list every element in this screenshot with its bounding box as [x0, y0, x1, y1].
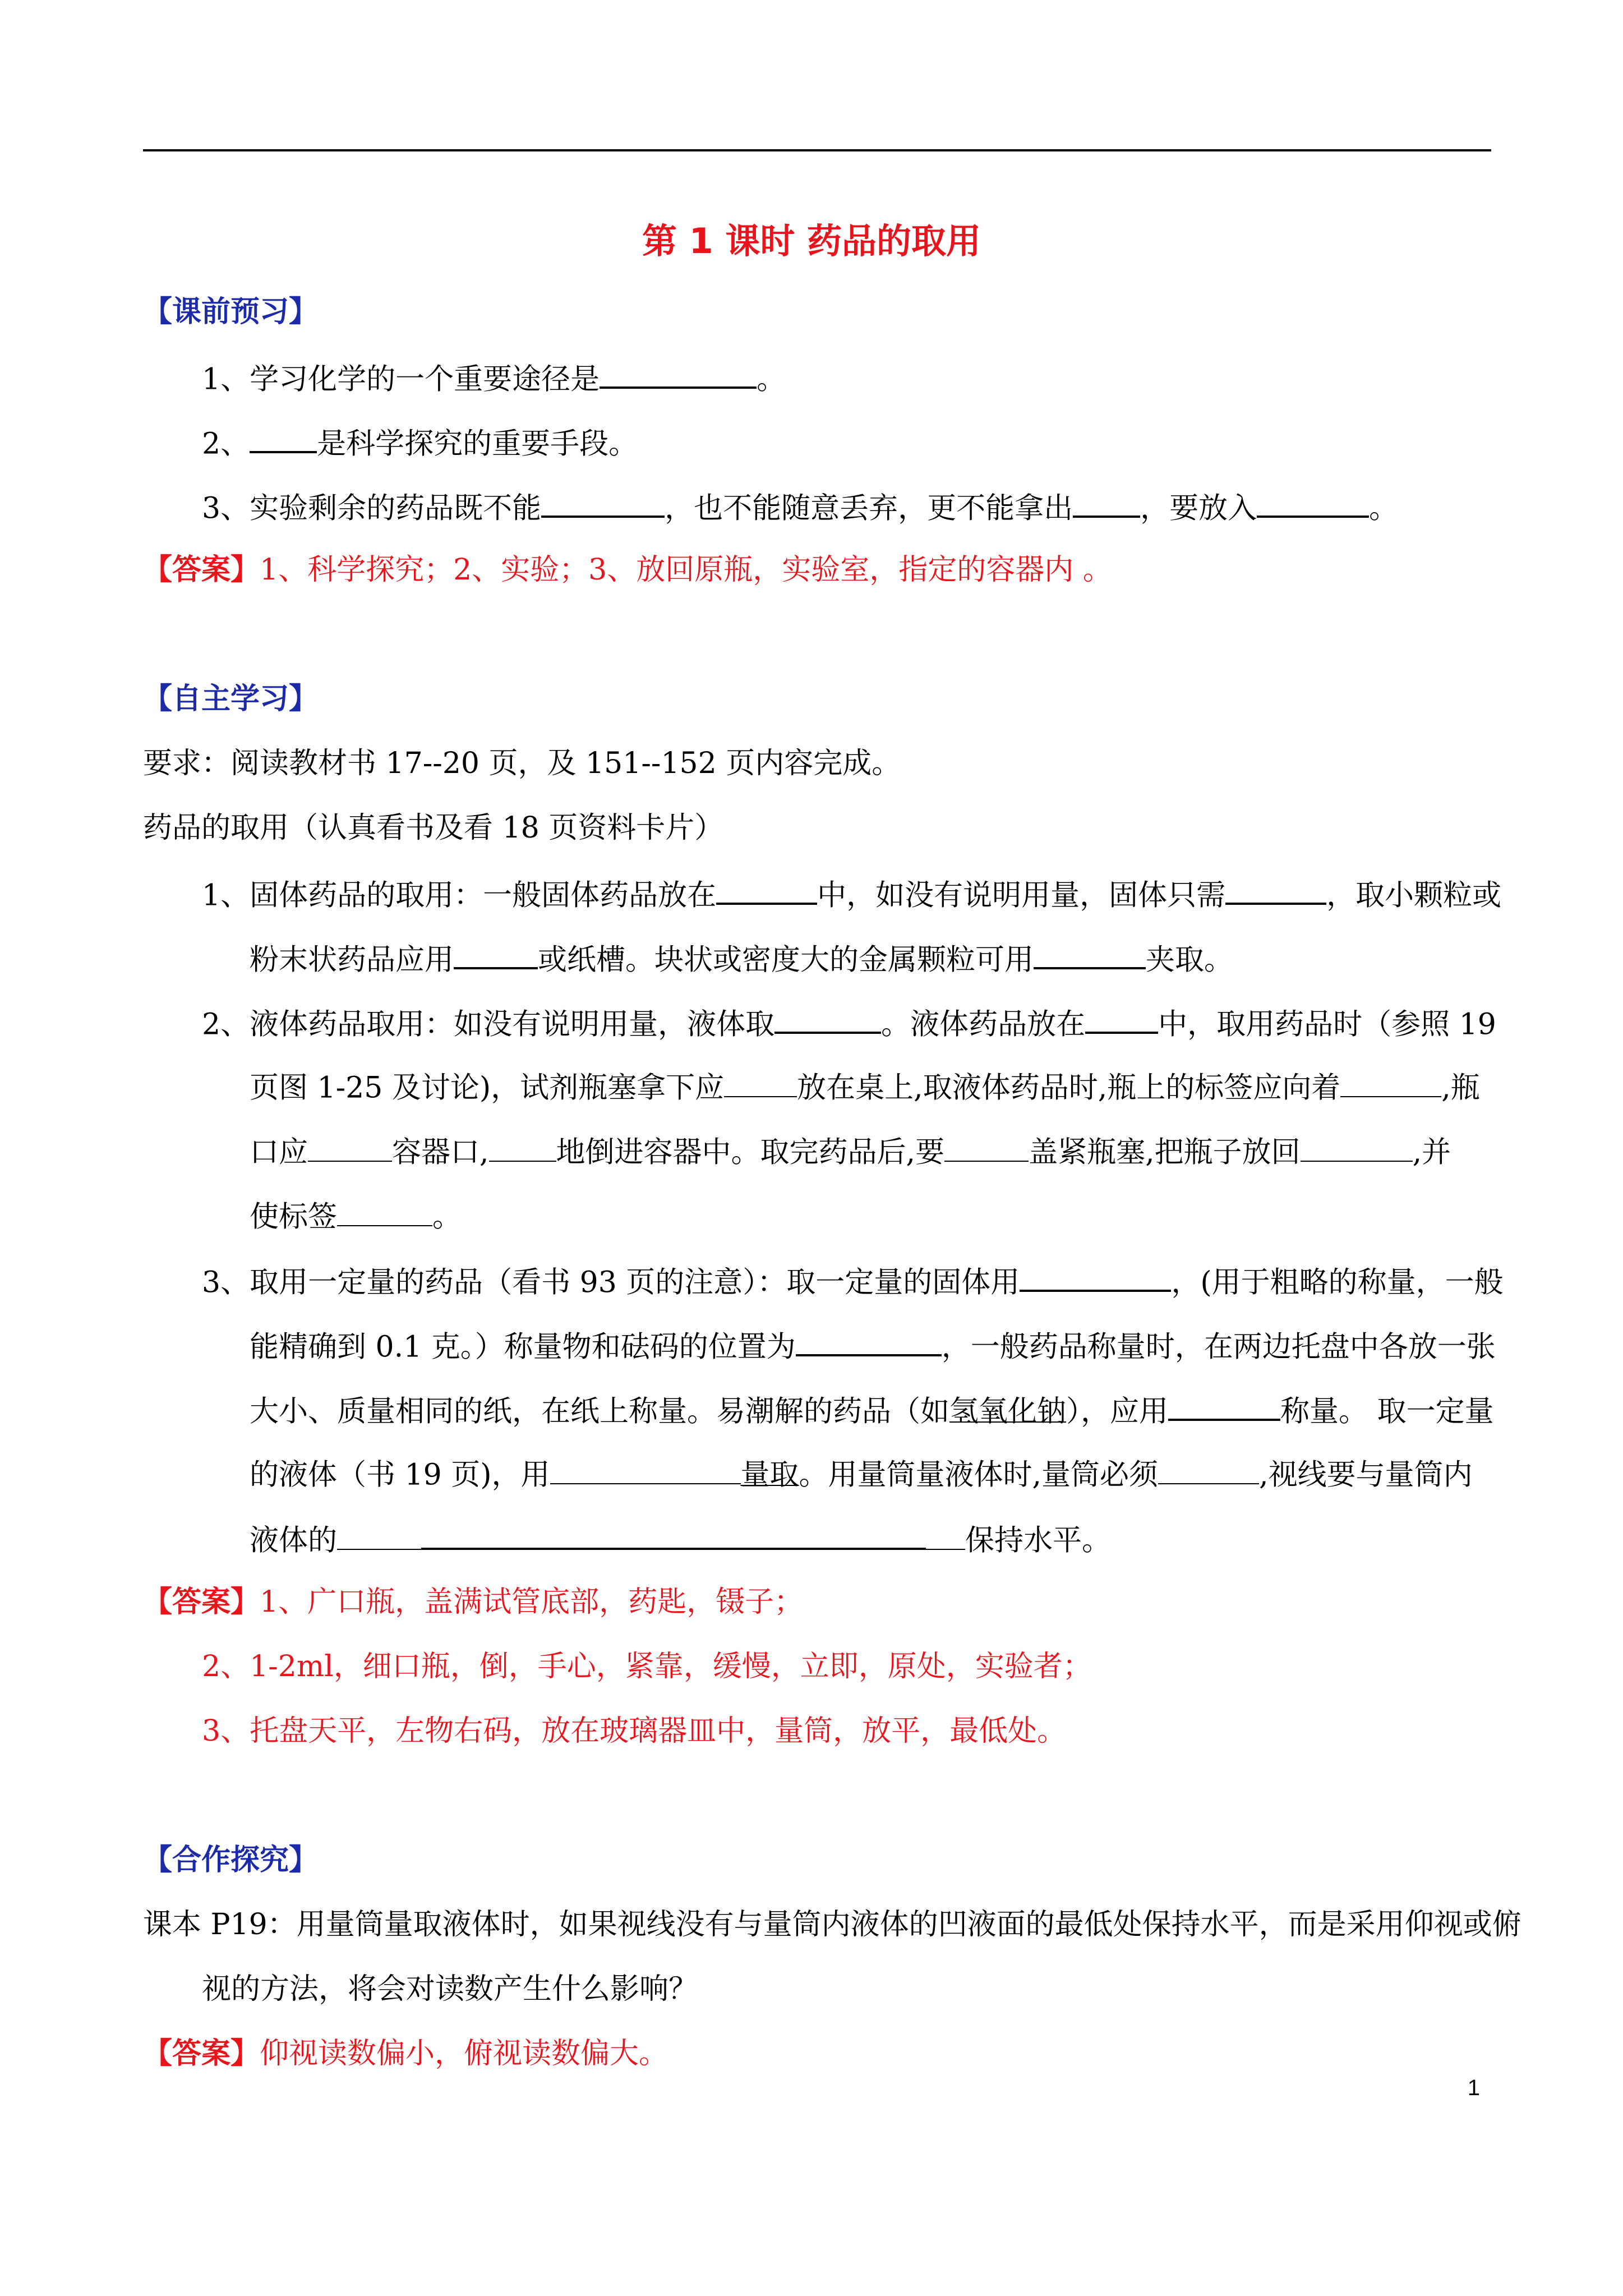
preview-answer: 【答案】1、科学探究；2、实验；3、放回原瓶，实验室，指定的容器内 。: [143, 553, 1112, 587]
item-3-line-3: 大小、质量相同的纸，在纸上称量。易潮解的药品（如氢氧化钠），应用 称量。 取一定量: [250, 1391, 1494, 1429]
page-number: 1: [1467, 2076, 1480, 2100]
self-study-answer-2: 2、1-2ml，细口瓶，倒，手心，紧靠，缓慢，立即，原处，实验者；: [202, 1650, 1092, 1683]
section-heading-coop: 【合作探究】: [143, 1843, 319, 1877]
item-3-line-2: 能精确到 0.1 克。）称量物和砝码的位置为 ，一般药品称量时，在两边托盘中各放一张: [250, 1327, 1496, 1365]
item-1-line-2: 粉末状药品应用 或纸槽。块状或密度大的金属颗粒可用 夹取。: [250, 940, 1233, 978]
coop-question-line-1: 课本 P19：用量筒量取液体时，如果视线没有与量筒内液体的凹液面的最低处保持水平，而是采用仰视或俯: [143, 1908, 1521, 1941]
item-2-line-2: 页图 1-25 及讨论)，试剂瓶塞拿下应 放在桌上,取液体药品时,瓶上的标签应向着 ,瓶: [250, 1069, 1480, 1106]
item-2-line-3: 口应 容器口, 地倒进容器中。取完药品后,要 盖紧瓶塞,把瓶子放回 ,并: [250, 1133, 1451, 1170]
preview-question-2: 2、 是科学探究的重要手段。: [202, 424, 638, 462]
item-3-line-4: 的液体（书 19 页)，用 量取。用量筒量液体时,量筒必须 ,视线要与量筒内: [250, 1456, 1473, 1493]
self-study-answer-1: 【答案】1、广口瓶，盖满试管底部，药匙，镊子；: [143, 1585, 804, 1619]
page-title: 第 1 课时 药品的取用: [642, 220, 981, 261]
item-2-line-4: 使标签 。: [250, 1198, 462, 1235]
item-3-line-5: 液体的 保持水平。: [250, 1520, 1111, 1558]
preview-question-3: 3、实验剩余的药品既不能 ，也不能随意丢弃，更不能拿出 ，要放入 。: [202, 488, 1398, 526]
item-1-line-1: 1、固体药品的取用：一般固体药品放在 中，如没有说明用量，固体只需 ，取小颗粒或: [202, 875, 1501, 913]
self-study-requirement: 要求：阅读教材书 17--20 页，及 151--152 页内容完成。: [143, 747, 901, 780]
item-2-line-1: 2、液体药品取用：如没有说明用量，液体取 。液体药品放在 中，取用药品时（参照 19: [202, 1004, 1496, 1042]
coop-question-line-2: 视的方法，将会对读数产生什么影响？: [202, 1972, 698, 2006]
section-heading-preview: 【课前预习】: [143, 295, 319, 329]
self-study-topic: 药品的取用（认真看书及看 18 页资料卡片）: [143, 811, 724, 845]
self-study-answer-3: 3、托盘天平，左物右码，放在玻璃器皿中，量筒，放平，最低处。: [202, 1714, 1067, 1748]
section-heading-self-study: 【自主学习】: [143, 682, 319, 716]
preview-question-1: 1、学习化学的一个重要途径是 。: [202, 359, 786, 397]
item-3-line-1: 3、取用一定量的药品（看书 93 页的注意）：取一定量的固体用 ，(用于粗略的称量，一般: [202, 1262, 1504, 1300]
coop-answer: 【答案】仰视读数偏小，俯视读数偏大。: [143, 2037, 668, 2070]
header-rule: [143, 149, 1491, 151]
